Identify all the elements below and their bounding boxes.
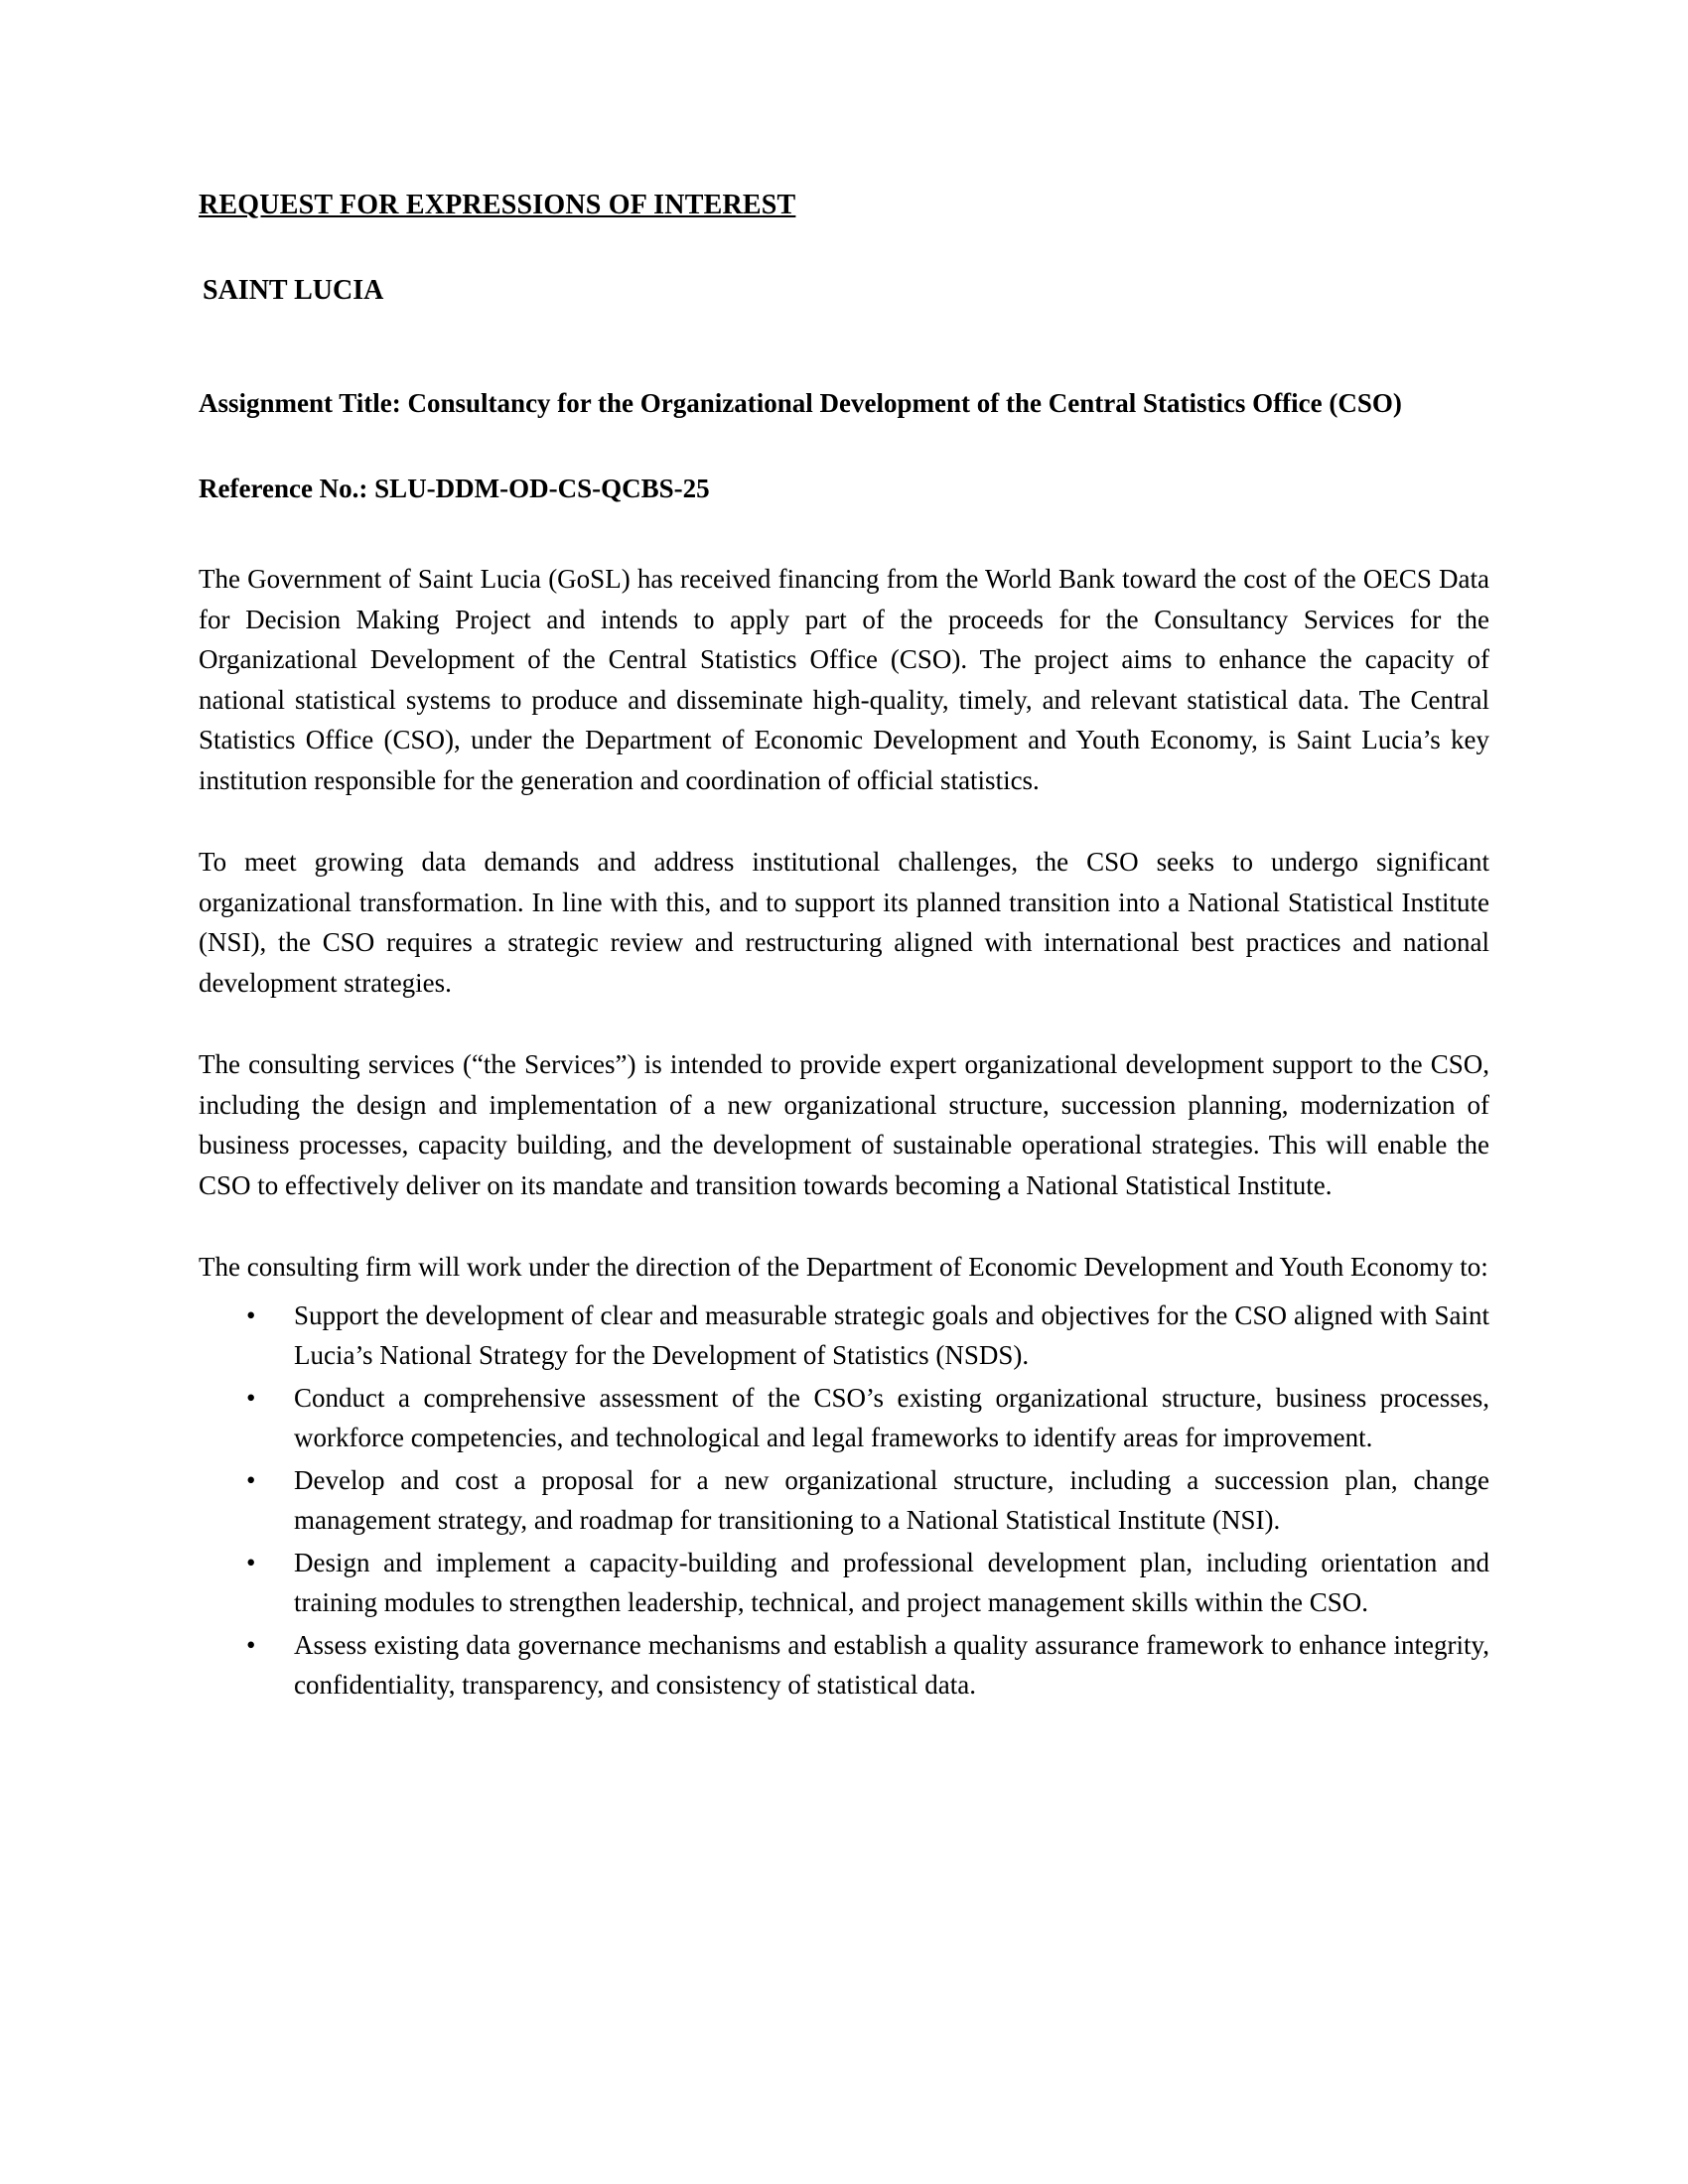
list-item-text: Assess existing data governance mechanisms and establish a quality assurance framework to enhance integrity, confidentiality, transparency, and consistency of statistical data. bbox=[294, 1629, 1489, 1701]
bullet-icon: • bbox=[246, 1464, 256, 1495]
list-item-text: Support the development of clear and measurable strategic goals and objectives for the CSO aligned with Saint Lucia’s National Strategy for the Development of Statistics (NSDS). bbox=[294, 1299, 1489, 1371]
bullet-icon: • bbox=[246, 1382, 256, 1413]
list-item-text: Conduct a comprehensive assessment of the CSO’s existing organizational structure, business processes, workforce competencies, and technological and legal frameworks to identify areas for improvement. bbox=[294, 1382, 1489, 1453]
paragraph-services: The consulting services (“the Services”) is intended to provide expert organizational development support to the CSO, including the design and implementation of a new organizational structure, succession planning, modernization of business processes, capacity building, and the development of sustainable operational strategies. This will enable the CSO to effectively deliver on its mandate and transition towards becoming a National Statistical Institute. bbox=[199, 1049, 1489, 1200]
scope-list bbox=[199, 1296, 1489, 1706]
paragraph-transformation: To meet growing data demands and address institutional challenges, the CSO seeks to undergo significant organizational transformation. In line with this, and to support its planned transition into a National Statistical Institute (NSI), the CSO requires a strategic review and restructuring aligned with international best practices and national development strategies. bbox=[199, 847, 1489, 998]
list-item bbox=[199, 1296, 1489, 1376]
bullet-icon: • bbox=[246, 1629, 256, 1660]
reference-label: Reference No bbox=[199, 473, 352, 503]
country-heading: SAINT LUCIA bbox=[203, 274, 384, 306]
list-item bbox=[199, 1378, 1489, 1458]
paragraph-scope-intro: The consulting firm will work under the direction of the Department of Economic Development and Youth Economy to: bbox=[199, 1252, 1488, 1283]
paragraph-background: The Government of Saint Lucia (GoSL) has received financing from the World Bank toward the cost of the OECS Data for Decision Making Project and intends to apply part of the proceeds for the Consultancy Services for the Organizational Development of the Central Statistics Office (CSO). The project aims to enhance the capacity of national statistical systems to produce and disseminate high-quality, timely, and relevant statistical data. The Central Statistics Office (CSO), under the Department of Economic Development and Youth Economy, is Saint Lucia’s key institution responsible for the generation and coordination of official statistics. bbox=[199, 564, 1489, 795]
bullet-icon: • bbox=[246, 1299, 256, 1330]
reference-value: .: SLU-DDM-OD-CS-QCBS-25 bbox=[352, 473, 710, 503]
list-item bbox=[199, 1543, 1489, 1623]
list-item bbox=[199, 1460, 1489, 1541]
list-item-text: Design and implement a capacity-building and professional development plan, including orientation and training modules to strengthen leadership, technical, and project management skills within the CSO. bbox=[294, 1547, 1489, 1618]
assignment-title: Assignment Title: Consultancy for the Organizational Development of the Central Statistics Office (CSO) bbox=[199, 388, 1402, 419]
page-title: REQUEST FOR EXPRESSIONS OF INTEREST bbox=[199, 190, 796, 220]
bullet-icon: • bbox=[246, 1547, 256, 1577]
list-item bbox=[199, 1625, 1489, 1706]
list-item-text: Develop and cost a proposal for a new organizational structure, including a succession plan, change management strategy, and roadmap for transitioning to a National Statistical Institute (NSI). bbox=[294, 1464, 1489, 1536]
reference-number bbox=[199, 471, 1489, 508]
